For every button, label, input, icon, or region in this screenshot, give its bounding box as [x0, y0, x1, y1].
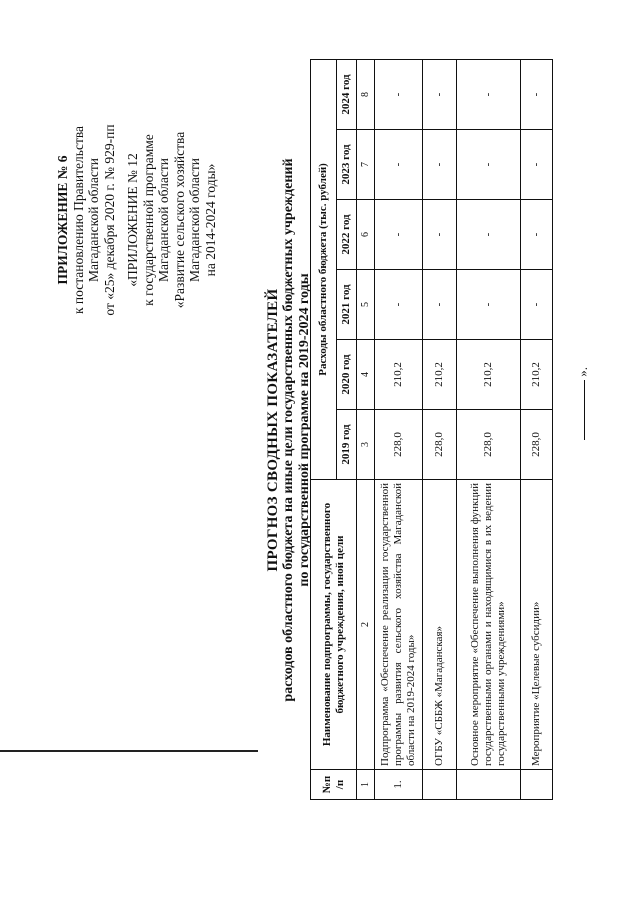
column-number: 8 — [357, 59, 375, 129]
row-value: 210,2 — [457, 340, 521, 410]
appendix-12: «ПРИЛОЖЕНИЕ № 12 — [125, 153, 140, 287]
row-number: 1. — [375, 770, 423, 800]
header-number: №п /п — [311, 770, 357, 800]
row-value: - — [457, 200, 521, 270]
title-sub: расходов областного бюджета на иные цели государственных бюджетных учреждений — [281, 158, 296, 702]
table-row — [521, 59, 553, 799]
header-year: 2019 год — [337, 410, 357, 480]
header-line: Магаданской области — [86, 158, 101, 282]
row-value: 228,0 — [457, 410, 521, 480]
row-value: - — [521, 59, 553, 129]
row-value: - — [521, 130, 553, 200]
row-value: - — [457, 130, 521, 200]
row-value: - — [423, 59, 457, 129]
row-value: - — [457, 59, 521, 129]
row-name: ОГБУ «СББЖ «Магаданская» — [423, 480, 457, 770]
row-name: Мероприятие «Целевые субсидии» — [521, 480, 553, 770]
title-main: ПРОГНОЗ СВОДНЫХ ПОКАЗАТЕЛЕЙ — [265, 288, 281, 572]
row-value: - — [375, 130, 423, 200]
header-year: 2021 год — [337, 270, 357, 340]
header-year: 2020 год — [337, 340, 357, 410]
title-sub: по государственной программе на 2019-2024 годы — [297, 273, 312, 587]
approval-header — [55, 70, 218, 370]
header-expenses: Расходы областного бюджета (тыс. рублей) — [311, 59, 337, 479]
column-number: 7 — [357, 130, 375, 200]
column-number: 1 — [357, 770, 375, 800]
header-line: на 2014-2024 годы» — [202, 163, 218, 277]
row-value: - — [457, 270, 521, 340]
row-number — [423, 770, 457, 800]
row-value: 210,2 — [521, 340, 553, 410]
column-number: 2 — [357, 480, 375, 770]
expenses-table — [310, 59, 553, 800]
row-value: 228,0 — [423, 410, 457, 480]
header-year: 2022 год — [337, 200, 357, 270]
column-number: 5 — [357, 270, 375, 340]
row-name: Подпрограмма «Обеспечение реализации государственной программы развития сельского хозяйства Магаданской области на 2019-2024 годы» — [375, 480, 423, 770]
row-value: 228,0 — [521, 410, 553, 480]
row-name: Основное мероприятие «Обеспечение выполнения функций государственными органами и находящимися в их ведении государственными учреждениями» — [457, 480, 521, 770]
header-line: «Развитие сельского хозяйства — [171, 131, 187, 309]
header-year: 2024 год — [337, 59, 357, 129]
header-line: к постановлению Правительства — [70, 125, 86, 315]
closing-quote: ». — [575, 367, 590, 377]
row-value: - — [521, 270, 553, 340]
column-number: 3 — [357, 410, 375, 480]
document-title — [265, 150, 313, 710]
decree-date: от «25» декабря 2020 г. № 929-пп — [101, 124, 117, 316]
row-value: - — [423, 200, 457, 270]
header-year: 2023 год — [337, 130, 357, 200]
row-number — [457, 770, 521, 800]
row-value: 210,2 — [423, 340, 457, 410]
header-line: Магаданской области — [187, 158, 202, 282]
rotated-content — [55, 60, 635, 800]
table-row — [375, 59, 423, 799]
row-value: - — [375, 270, 423, 340]
row-value: - — [423, 130, 457, 200]
header-line: к государственной программе — [140, 134, 156, 306]
closing-rule — [584, 380, 585, 440]
header-name: Наименование подпрограммы, государственного бюджетного учреждения, иной цели — [311, 480, 357, 770]
appendix-number: ПРИЛОЖЕНИЕ № 6 — [55, 155, 70, 285]
row-value: 210,2 — [375, 340, 423, 410]
table-row — [423, 59, 457, 799]
row-value: - — [375, 59, 423, 129]
header-line: Магаданской области — [156, 158, 171, 282]
row-value: 228,0 — [375, 410, 423, 480]
column-number: 6 — [357, 200, 375, 270]
closing-mark — [575, 360, 591, 440]
row-value: - — [375, 200, 423, 270]
row-value: - — [521, 200, 553, 270]
column-number: 4 — [357, 340, 375, 410]
row-value: - — [423, 270, 457, 340]
table-row — [457, 59, 521, 799]
row-number — [521, 770, 553, 800]
